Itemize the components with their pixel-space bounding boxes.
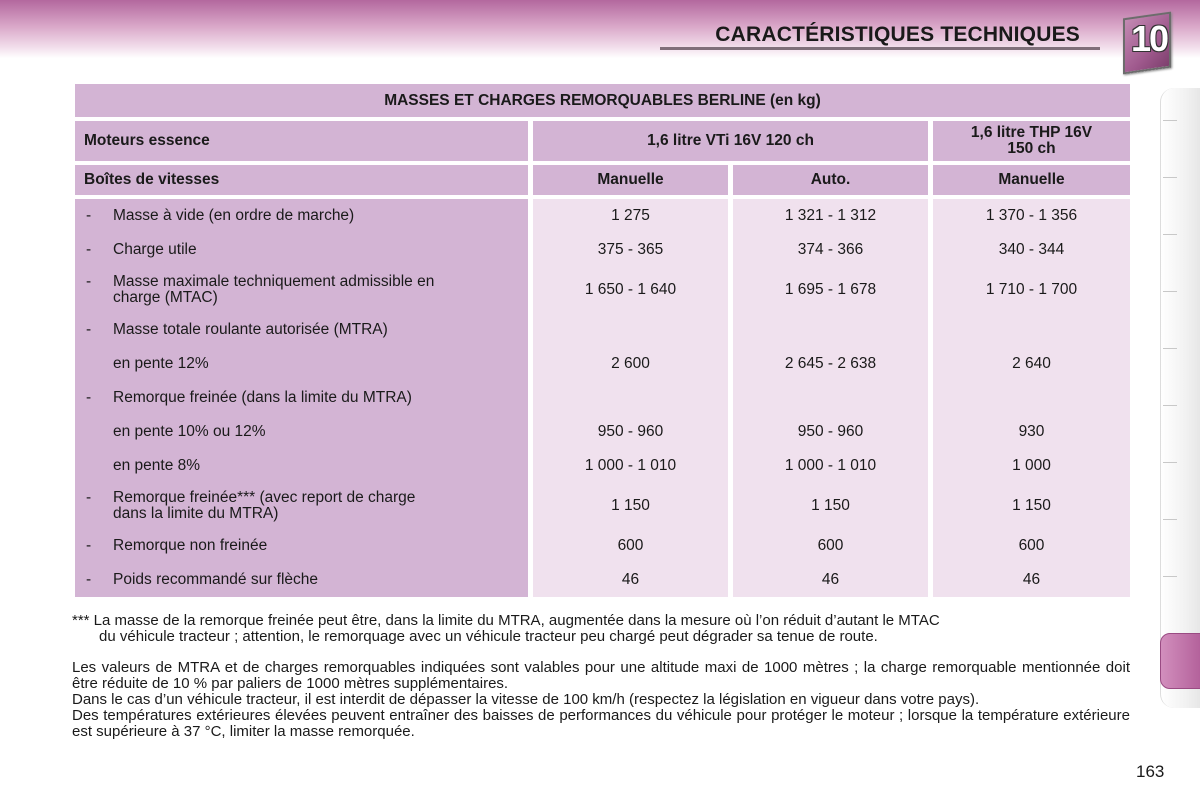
table-cell: 1 650 - 1 640 [584, 281, 677, 298]
chapter-tab-strip [1160, 88, 1200, 708]
table-cell: 374 - 366 [797, 241, 864, 258]
active-chapter-tab[interactable] [1160, 633, 1200, 689]
table-cell: 600 [817, 537, 844, 554]
header-underline [660, 47, 1100, 50]
gearbox-manual-thp: Manuelle [933, 165, 1130, 195]
tab-divider [1163, 291, 1177, 292]
table-row-label: - Masse totale roulante autorisée (MTRA) [86, 321, 388, 338]
table-row-label: - Remorque freinée (dans la limite du MTRA) [86, 389, 412, 406]
table-cell: 930 [1018, 423, 1045, 440]
table-cell: 2 640 [1012, 355, 1051, 372]
table-row-label: en pente 10% ou 12% [113, 423, 266, 440]
table-cell: 1 321 - 1 312 [784, 207, 877, 224]
values-column-vti-auto [733, 199, 928, 597]
towing-mass-table [70, 80, 1135, 601]
table-cell [933, 381, 1130, 415]
table-cell: 1 000 - 1 010 [584, 457, 677, 474]
table-cell: 46 [821, 571, 840, 588]
table-cell: 1 370 - 1 356 [985, 207, 1078, 224]
note-paragraph: Dans le cas d’un véhicule tracteur, il est interdit de dépasser la vitesse de 100 km/h (respectez la législation en vigueur dans votre pays). [72, 691, 980, 708]
values-column-vti-manual [533, 199, 728, 597]
table-cell: 340 - 344 [998, 241, 1065, 258]
table-row-label: en pente 12% [113, 355, 209, 372]
page-title: CARACTÉRISTIQUES TECHNIQUES [715, 23, 1080, 46]
tab-divider [1163, 462, 1177, 463]
engine-thp [933, 121, 1130, 161]
page-number: 163 [1136, 762, 1165, 781]
table-cell [733, 381, 928, 415]
table-cell: 1 275 [611, 207, 650, 224]
table-cell: 1 000 - 1 010 [784, 457, 877, 474]
table-cell [533, 381, 728, 415]
footnote-line: *** La masse de la remorque freinée peut être, dans la limite du MTRA, augmentée dans la mesure où l’on réduit d’autant le MTAC [72, 612, 940, 629]
note-paragraph: Les valeurs de MTRA et de charges remorquables indiquées sont valables pour une altitude maxi de 1000 mètres ; la charge remorquable mentionnée doit être réduite de 10 % par paliers de 1000 mètres supplémentaires. [72, 659, 1130, 692]
table-cell [533, 313, 728, 347]
table-cell: 950 - 960 [597, 423, 664, 440]
gearbox-auto-vti: Auto. [733, 165, 928, 195]
table-row-label: - Remorque non freinée [86, 537, 268, 554]
tab-divider [1163, 120, 1177, 121]
table-cell: 2 645 - 2 638 [784, 355, 877, 372]
table-row-label: - Charge utile [86, 241, 197, 258]
tab-divider [1163, 177, 1177, 178]
note-paragraph: Des températures extérieures élevées peuvent entraîner des baisses de performances du véhicule pour protéger le moteur ; lorsque la température extérieure est supérieure à 37 °C, limiter la masse remorquée. [72, 707, 1130, 740]
gearbox-label: Boîtes de vitesses [75, 165, 528, 195]
tab-divider [1163, 519, 1177, 520]
table-row-label: - Remorque freinée*** (avec report de charge dans la limite du MTRA) [86, 489, 416, 522]
tab-divider [1163, 405, 1177, 406]
table-row-label: en pente 8% [113, 457, 201, 474]
row-labels-column [75, 199, 528, 597]
tab-divider [1163, 576, 1177, 577]
table-row-label: - Masse maximale techniquement admissible en charge (MTAC) [86, 273, 435, 306]
table-cell: 46 [1022, 571, 1041, 588]
chapter-number: 10 [1130, 18, 1168, 59]
table-cell: 46 [621, 571, 640, 588]
table-cell: 600 [617, 537, 644, 554]
tab-divider [1163, 348, 1177, 349]
table-cell: 1 150 [1012, 497, 1051, 514]
table-cell: 950 - 960 [797, 423, 864, 440]
values-column-thp-manual [933, 199, 1130, 597]
engine-thp-line1: 1,6 litre THP 16V [970, 124, 1093, 141]
table-title: MASSES ET CHARGES REMORQUABLES BERLINE (en kg) [75, 84, 1130, 117]
footnote [72, 613, 1132, 645]
footnote-line: du véhicule tracteur ; attention, le remorquage avec un véhicule tracteur peu chargé peut dégrader sa tenue de route. [99, 628, 878, 645]
table-row-label: - Poids recommandé sur flèche [86, 571, 319, 588]
table-cell: 1 150 [811, 497, 850, 514]
engine-thp-line2: 150 ch [1007, 140, 1056, 157]
table-cell: 1 150 [611, 497, 650, 514]
notes-paragraphs [72, 660, 1130, 740]
table-cell: 600 [1018, 537, 1045, 554]
table-cell: 1 710 - 1 700 [985, 281, 1078, 298]
table-cell: 375 - 365 [597, 241, 664, 258]
tab-divider [1163, 234, 1177, 235]
table-cell: 2 600 [611, 355, 650, 372]
table-cell [933, 313, 1130, 347]
table-cell: 1 695 - 1 678 [784, 281, 877, 298]
engine-vti: 1,6 litre VTi 16V 120 ch [533, 121, 928, 161]
table-cell: 1 000 [1012, 457, 1051, 474]
table-cell [733, 313, 928, 347]
table-row-label: - Masse à vide (en ordre de marche) [86, 207, 355, 224]
gearbox-manual-vti: Manuelle [533, 165, 728, 195]
engine-label: Moteurs essence [75, 121, 528, 161]
